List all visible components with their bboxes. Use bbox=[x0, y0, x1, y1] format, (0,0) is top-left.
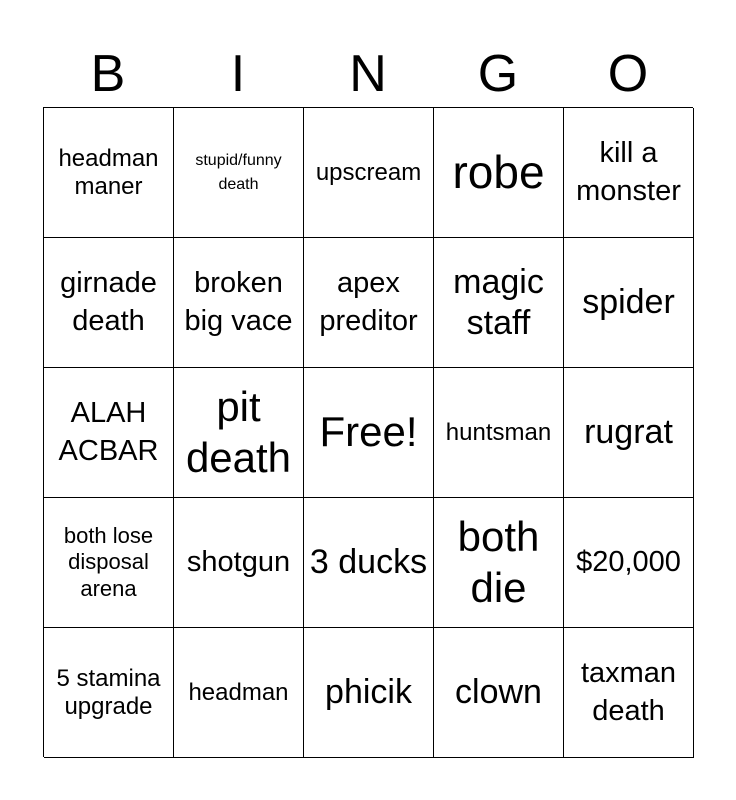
bingo-cell[interactable]: headman bbox=[174, 628, 304, 758]
bingo-cell[interactable]: ALAH ACBAR bbox=[44, 368, 174, 498]
bingo-cell[interactable]: shotgun bbox=[174, 498, 304, 628]
header-letter-o: O bbox=[607, 45, 649, 103]
header-letter-g: G bbox=[477, 45, 519, 103]
bingo-cell[interactable]: magic staff bbox=[434, 238, 564, 368]
bingo-cell[interactable]: 3 ducks bbox=[304, 498, 434, 628]
bingo-header bbox=[43, 40, 693, 108]
bingo-cell[interactable]: $20,000 bbox=[564, 498, 694, 628]
bingo-cell[interactable]: rugrat bbox=[564, 368, 694, 498]
bingo-cell[interactable]: stupid/funny death bbox=[174, 108, 304, 238]
bingo-cell[interactable]: headman maner bbox=[44, 108, 174, 238]
bingo-cell[interactable]: broken big vace bbox=[174, 238, 304, 368]
bingo-cell[interactable]: both die bbox=[434, 498, 564, 628]
header-letter-b: B bbox=[90, 45, 126, 103]
bingo-cell[interactable]: clown bbox=[434, 628, 564, 758]
bingo-cell[interactable]: upscream bbox=[304, 108, 434, 238]
header-letter-n: N bbox=[349, 45, 387, 103]
bingo-cell[interactable]: pit death bbox=[174, 368, 304, 498]
bingo-cell[interactable]: robe bbox=[434, 108, 564, 238]
bingo-cell free-space[interactable]: Free! bbox=[304, 368, 434, 498]
bingo-cell[interactable]: apex preditor bbox=[304, 238, 434, 368]
bingo-cell[interactable]: taxman death bbox=[564, 628, 694, 758]
bingo-cell[interactable]: both lose disposal arena bbox=[44, 498, 174, 628]
bingo-cell[interactable]: girnade death bbox=[44, 238, 174, 368]
bingo-cell[interactable]: kill a monster bbox=[564, 108, 694, 238]
bingo-cell[interactable]: phicik bbox=[304, 628, 434, 758]
bingo-board bbox=[43, 107, 693, 757]
bingo-cell[interactable]: huntsman bbox=[434, 368, 564, 498]
header-letter-i: I bbox=[230, 45, 246, 103]
bingo-cell[interactable]: spider bbox=[564, 238, 694, 368]
bingo-cell[interactable]: 5 stamina upgrade bbox=[44, 628, 174, 758]
